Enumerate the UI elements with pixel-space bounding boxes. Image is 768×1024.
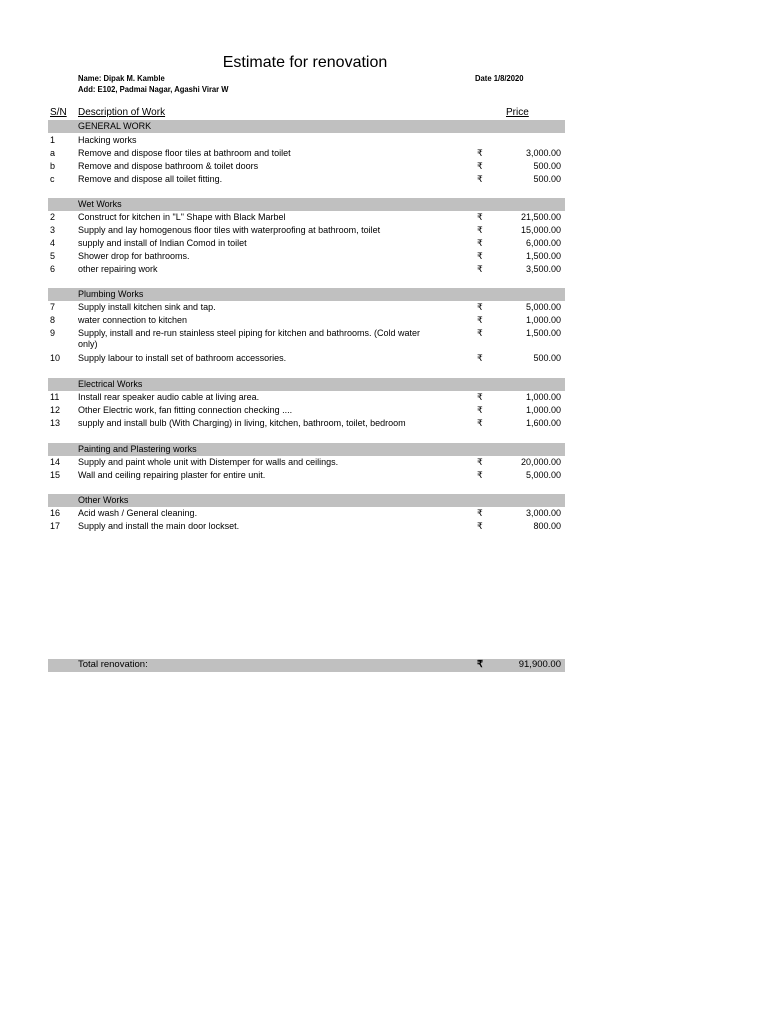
currency-symbol: ₹ [477,238,483,248]
table-row [48,224,565,237]
row-sn: 11 [50,392,60,402]
total-label: Total renovation: [78,659,148,670]
row-sn: 10 [50,353,61,363]
row-sn: a [50,148,56,158]
table-row [48,237,565,250]
row-price: 500.00 [533,161,561,171]
table-row [48,520,565,533]
row-description: other repairing work [78,264,158,274]
row-price: 1,500.00 [525,251,561,261]
section-header-row [48,198,565,211]
table-row [48,417,565,430]
row-sn: 9 [50,328,56,338]
table-row [48,250,565,263]
section-header-row [48,378,565,391]
row-description: Supply and paint whole unit with Distemper for walls and ceilings. [78,457,339,467]
section-header-row [48,120,565,133]
row-description: Shower drop for bathrooms. [78,251,190,261]
row-sn: 7 [50,302,56,312]
currency-symbol: ₹ [477,470,483,480]
row-price: 500.00 [533,174,561,184]
row-price: 5,000.00 [525,302,561,312]
total-price: 91,900.00 [518,659,561,670]
row-sn: 6 [50,264,56,274]
currency-symbol: ₹ [477,264,483,274]
row-description: Install rear speaker audio cable at living area. [78,392,260,402]
currency-symbol: ₹ [477,212,483,222]
row-price: 800.00 [533,521,561,531]
row-description-continued: only) [78,339,98,349]
table-row [48,134,565,147]
currency-symbol: ₹ [477,353,483,363]
row-price: 6,000.00 [525,238,561,248]
row-sn: 4 [50,238,56,248]
table-row [48,456,565,469]
row-price: 1,000.00 [525,315,561,325]
currency-symbol: ₹ [477,174,483,184]
currency-symbol: ₹ [477,405,483,415]
header-price: Price [506,107,529,118]
row-price: 3,500.00 [525,264,561,274]
table-row [48,391,565,404]
row-sn: 12 [50,405,61,415]
row-description: Remove and dispose bathroom & toilet doors [78,161,259,171]
row-description: water connection to kitchen [78,315,188,325]
address-line: Add: E102, Padmai Nagar, Agashi Virar W [78,84,229,94]
row-price: 1,600.00 [525,418,561,428]
row-description: Remove and dispose floor tiles at bathroom and toilet [78,148,291,158]
currency-symbol: ₹ [477,328,483,338]
currency-symbol: ₹ [477,457,483,467]
date-line: Date 1/8/2020 [475,73,524,83]
table-row [48,327,565,349]
section-header-row [48,288,565,301]
row-sn: 17 [50,521,61,531]
row-price: 1,000.00 [525,392,561,402]
section-header-row [48,443,565,456]
table-row [48,263,565,276]
name-line: Name: Dipak M. Kamble [78,73,165,83]
row-sn: b [50,161,56,171]
section-title: Plumbing Works [78,289,144,299]
section-title: GENERAL WORK [78,121,152,131]
section-header-row [48,494,565,507]
row-description: Remove and dispose all toilet fitting. [78,174,223,184]
currency-symbol: ₹ [477,392,483,402]
row-price: 3,000.00 [525,508,561,518]
total-row [48,659,565,672]
row-price: 15,000.00 [520,225,561,235]
currency-symbol: ₹ [477,225,483,235]
row-price: 500.00 [533,353,561,363]
row-price: 1,000.00 [525,405,561,415]
table-row [48,507,565,520]
row-sn: 2 [50,212,56,222]
row-sn: 16 [50,508,61,518]
header-description: Description of Work [78,107,166,118]
table-row [48,352,565,365]
table-row [48,469,565,482]
currency-symbol: ₹ [477,418,483,428]
page-title: Estimate for renovation [222,54,388,71]
row-description: supply and install bulb (With Charging) in living, kitchen, bathroom, toilet, bedroom [78,418,406,428]
row-price: 1,500.00 [525,328,561,338]
row-price: 3,000.00 [525,148,561,158]
row-sn: 14 [50,457,61,467]
row-sn: 15 [50,470,61,480]
currency-symbol: ₹ [477,161,483,171]
row-description: Other Electric work, fan fitting connection checking .... [78,405,293,415]
table-row [48,404,565,417]
row-price: 20,000.00 [520,457,561,467]
currency-symbol: ₹ [477,659,484,670]
table-row [48,211,565,224]
row-sn: 5 [50,251,56,261]
section-title: Other Works [78,495,129,505]
row-sn: 1 [50,135,56,145]
row-description: Acid wash / General cleaning. [78,508,198,518]
row-description: Wall and ceiling repairing plaster for entire unit. [78,470,266,480]
table-row [48,173,565,186]
currency-symbol: ₹ [477,302,483,312]
row-price: 21,500.00 [520,212,561,222]
currency-symbol: ₹ [477,508,483,518]
row-sn: 8 [50,315,56,325]
row-description: Supply labour to install set of bathroom accessories. [78,353,287,363]
currency-symbol: ₹ [477,148,483,158]
row-description: Supply and lay homogenous floor tiles with waterproofing at bathroom, toilet [78,225,381,235]
row-description: Supply and install the main door lockset. [78,521,240,531]
row-sn: 13 [50,418,61,428]
table-row [48,301,565,314]
currency-symbol: ₹ [477,315,483,325]
row-description: supply and install of Indian Comod in toilet [78,238,247,248]
row-description: Supply install kitchen sink and tap. [78,302,216,312]
row-sn: 3 [50,225,56,235]
row-description: Hacking works [78,135,137,145]
row-description: Supply, install and re-run stainless steel piping for kitchen and bathrooms. (Cold water [78,328,421,338]
currency-symbol: ₹ [477,251,483,261]
table-row [48,314,565,327]
row-description: Construct for kitchen in "L" Shape with Black Marbel [78,212,286,222]
table-row [48,160,565,173]
header-sn: S/N [50,107,67,118]
row-sn: c [50,174,55,184]
currency-symbol: ₹ [477,521,483,531]
row-price: 5,000.00 [525,470,561,480]
section-title: Painting and Plastering works [78,444,197,454]
section-title: Electrical Works [78,379,143,389]
table-row [48,147,565,160]
section-title: Wet Works [78,199,122,209]
